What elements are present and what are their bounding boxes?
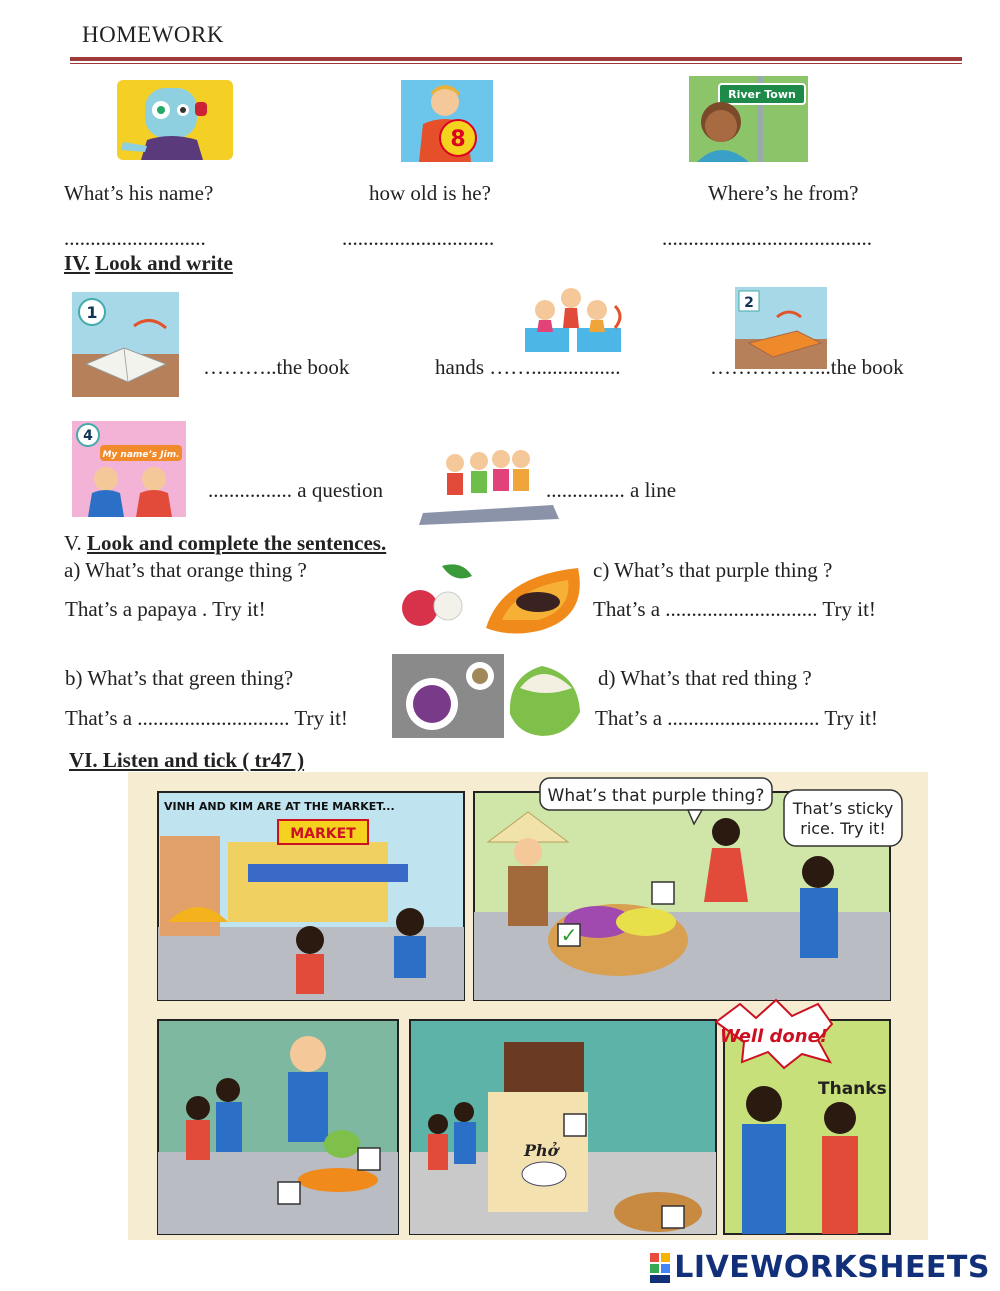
panel1-caption: VINH AND KIM ARE AT THE MARKET...	[164, 800, 395, 813]
robot-picture	[117, 80, 233, 160]
answer-blank-name[interactable]: ...........................	[64, 226, 206, 250]
speech-bubble-answer-line1: That’s sticky	[792, 799, 894, 818]
question-age: how old is he?	[369, 181, 491, 205]
question-name: What’s his name?	[64, 181, 214, 205]
item-number-2: 2	[744, 295, 754, 311]
answer-blank-age[interactable]: .............................	[342, 226, 495, 250]
answer-a: That’s a papaya . Try it!	[65, 597, 266, 621]
speech-sign: My name’s Jim.	[102, 450, 180, 460]
ball-number: 8	[450, 127, 466, 152]
open-book-picture	[72, 292, 179, 397]
comic-strip	[128, 772, 928, 1240]
question-c: c) What’s that purple thing ?	[593, 558, 833, 582]
section-iv-number: IV.	[64, 251, 90, 275]
answer-blank-from[interactable]: ........................................	[662, 226, 872, 250]
brand-name: LIVEWORKSHEETS	[674, 1250, 990, 1285]
tick-mark: ✓	[560, 923, 578, 947]
section-v-heading: Look and complete the sentences.	[86, 531, 387, 555]
question-sentence[interactable]: ................ a question	[208, 478, 383, 502]
rice-coconut-picture	[392, 654, 587, 738]
answer-d[interactable]: That’s a ............................. Try it!	[595, 706, 878, 730]
speech-bubble-question: What’s that purple thing?	[547, 786, 765, 806]
question-b: b) What’s that green thing?	[65, 666, 294, 690]
lychee-papaya-picture	[392, 556, 587, 636]
hands-sentence[interactable]: hands …….................	[435, 355, 621, 379]
question-from: Where’s he from?	[708, 181, 859, 205]
item-number-1: 1	[86, 303, 98, 322]
section-iv-heading: Look and write	[95, 251, 233, 275]
open-book-sentence[interactable]: ………..the book	[203, 355, 350, 379]
section-v-title	[64, 531, 386, 556]
thanks-text: Thanks	[818, 1079, 887, 1099]
header-rule-thin	[70, 63, 962, 64]
ask-question-picture	[72, 421, 186, 517]
boy-river-town-picture	[689, 76, 808, 162]
speech-bubble-answer-line2: rice. Try it!	[800, 819, 886, 838]
answer-b[interactable]: That’s a ............................. Try it!	[65, 706, 348, 730]
line-sentence[interactable]: ............... a line	[546, 478, 677, 502]
section-v-number: V.	[64, 531, 82, 555]
item-number-4: 4	[83, 428, 93, 444]
section-iv-title	[64, 251, 233, 276]
brand-logo[interactable]	[650, 1250, 990, 1285]
question-a: a) What’s that orange thing ?	[64, 558, 307, 582]
line-up-picture	[413, 433, 565, 527]
close-book-sentence[interactable]: ……………...the book	[710, 355, 904, 379]
boy-with-ball-picture	[401, 80, 493, 162]
sign-text: River Town	[728, 88, 796, 101]
comic-illustration	[128, 772, 928, 1240]
answer-c[interactable]: That’s a ............................. Try it!	[593, 597, 876, 621]
pho-sign: Phở	[524, 1141, 559, 1160]
section-vi-title: VI. Listen and tick ( tr47 )	[69, 748, 305, 772]
question-d: d) What’s that red thing ?	[598, 666, 812, 690]
header-rule	[70, 57, 962, 61]
liveworksheets-icon	[650, 1253, 670, 1283]
market-sign: MARKET	[290, 826, 356, 842]
well-done-burst: Well done!	[720, 1026, 828, 1047]
page-title: HOMEWORK	[82, 22, 224, 47]
